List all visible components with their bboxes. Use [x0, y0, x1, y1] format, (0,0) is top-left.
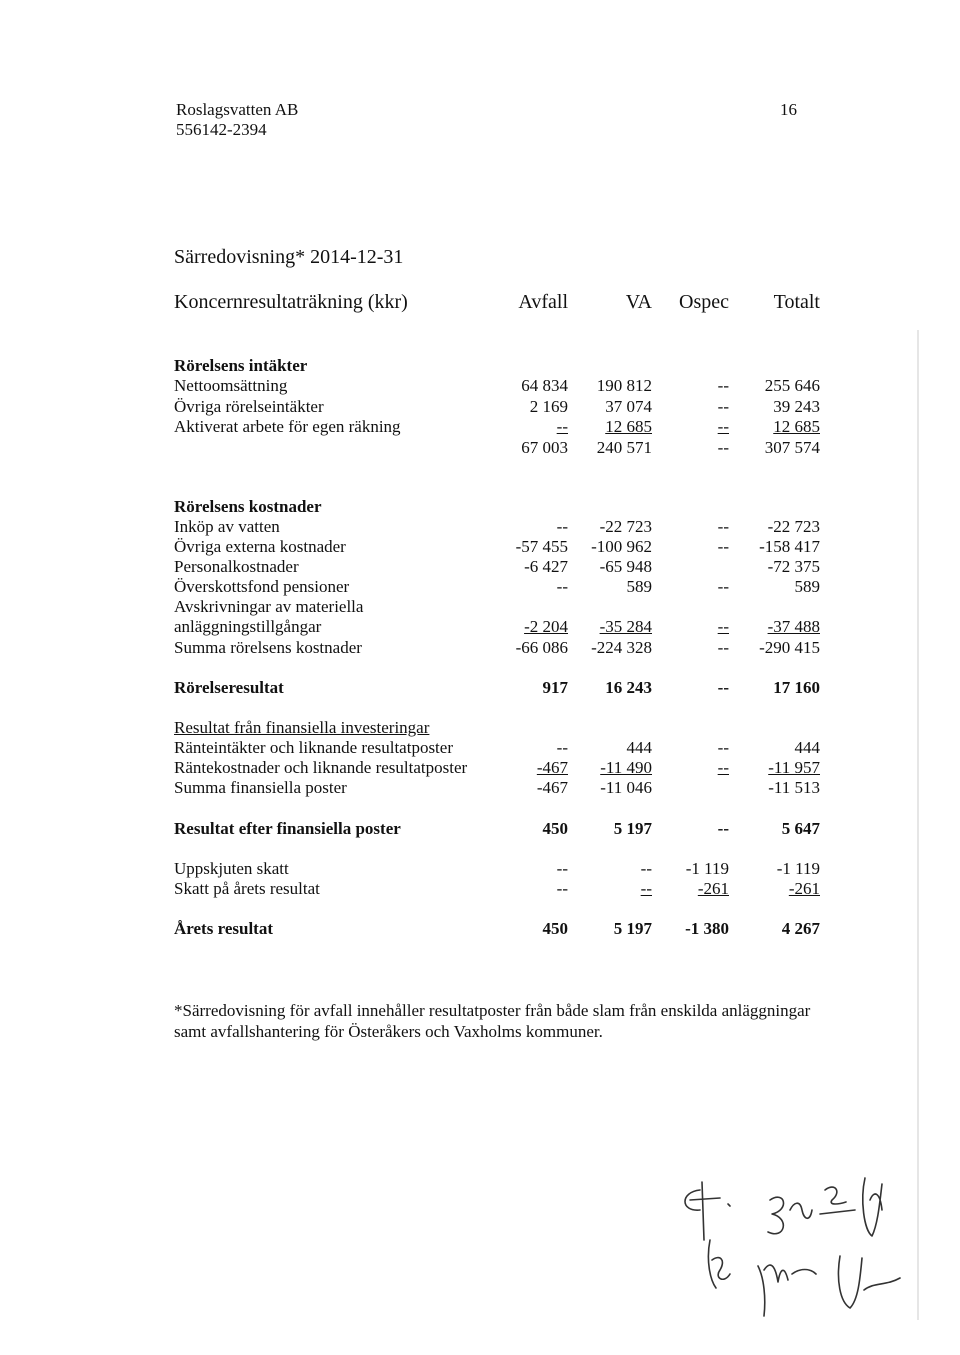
cell-avfall: -- — [556, 879, 568, 898]
cell-va: -22 723 — [599, 517, 652, 536]
cell-avfall: -- — [556, 738, 568, 757]
section-heading-kostnader: Rörelsens kostnader — [174, 497, 322, 516]
org-number: 556142-2394 — [176, 120, 267, 139]
column-header-avfall: Avfall — [518, 291, 568, 313]
cell-va: -11 490 — [600, 758, 652, 777]
cell-va: 190 812 — [596, 376, 652, 395]
cell-ospec: -- — [717, 617, 729, 636]
page-title: Särredovisning* 2014-12-31 — [174, 246, 404, 268]
column-header-va: VA — [625, 291, 652, 313]
cell-avfall: -- — [556, 417, 568, 436]
cell-va: -65 948 — [599, 557, 652, 576]
cell-totalt: 444 — [794, 738, 820, 757]
row-label: Avskrivningar av materiella — [174, 597, 364, 616]
cell-va: 240 571 — [596, 438, 652, 457]
cell-ospec: -- — [717, 517, 729, 536]
cell-avfall: 67 003 — [521, 438, 568, 457]
cell-ospec: -- — [717, 758, 729, 777]
cell-totalt: 39 243 — [773, 397, 820, 416]
cell-totalt: 4 267 — [781, 919, 820, 938]
cell-ospec: -- — [717, 678, 729, 697]
row-label: Skatt på årets resultat — [174, 879, 320, 898]
cell-totalt: -22 723 — [767, 517, 820, 536]
cell-totalt: -11 513 — [768, 778, 820, 797]
cell-avfall: 64 834 — [521, 376, 568, 395]
cell-ospec: -1 380 — [685, 919, 729, 938]
cell-avfall: 450 — [542, 919, 568, 938]
section-heading-finansiella: Resultat från finansiella investeringar — [174, 718, 430, 737]
cell-ospec: -1 119 — [685, 859, 729, 878]
cell-totalt: -72 375 — [767, 557, 820, 576]
row-label: Övriga rörelseintäkter — [174, 397, 324, 416]
row-label: Överskottsfond pensioner — [174, 577, 350, 596]
cell-totalt: -261 — [788, 879, 820, 898]
cell-totalt: 17 160 — [773, 678, 820, 697]
cell-va: -- — [640, 879, 652, 898]
cell-avfall: -6 427 — [524, 557, 568, 576]
column-header-ospec: Ospec — [679, 291, 729, 313]
handwritten-initials — [660, 1170, 920, 1320]
cell-va: -100 962 — [591, 537, 652, 556]
cell-avfall: -66 086 — [515, 638, 568, 657]
cell-va: 444 — [626, 738, 652, 757]
cell-totalt: 12 685 — [773, 417, 820, 436]
row-label: Årets resultat — [174, 919, 273, 938]
cell-avfall: -- — [556, 859, 568, 878]
cell-totalt: -37 488 — [767, 617, 820, 636]
cell-va: -224 328 — [591, 638, 652, 657]
company-name: Roslagsvatten AB — [176, 100, 299, 119]
cell-va: 589 — [626, 577, 652, 596]
row-label: Inköp av vatten — [174, 517, 280, 536]
cell-va: -35 284 — [599, 617, 652, 636]
cell-totalt: -290 415 — [759, 638, 820, 657]
cell-totalt: -1 119 — [776, 859, 820, 878]
row-label: Personalkostnader — [174, 557, 299, 576]
cell-ospec: -- — [717, 638, 729, 657]
row-label: Övriga externa kostnader — [174, 537, 346, 556]
cell-ospec: -- — [717, 819, 729, 838]
row-label: Aktiverat arbete för egen räkning — [174, 417, 401, 436]
row-label: Räntekostnader och liknande resultatposter — [174, 758, 468, 777]
cell-ospec: -- — [717, 438, 729, 457]
cell-va: 16 243 — [605, 678, 652, 697]
cell-avfall: -467 — [536, 758, 568, 777]
cell-avfall: -2 204 — [524, 617, 568, 636]
cell-totalt: -11 957 — [768, 758, 820, 777]
cell-avfall: -57 455 — [515, 537, 568, 556]
row-label-continued: anläggningstillgångar — [174, 617, 322, 636]
cell-va: 37 074 — [605, 397, 652, 416]
cell-totalt: 589 — [794, 577, 820, 596]
table-title: Koncernresultaträkning (kkr) — [174, 291, 408, 313]
cell-avfall: 917 — [542, 678, 568, 697]
row-label: Ränteintäkter och liknande resultatposter — [174, 738, 453, 757]
cell-ospec: -261 — [697, 879, 729, 898]
cell-avfall: -- — [556, 517, 568, 536]
cell-ospec: -- — [717, 738, 729, 757]
cell-avfall: -- — [556, 577, 568, 596]
page-number: 16 — [780, 100, 797, 119]
cell-totalt: -158 417 — [759, 537, 820, 556]
cell-va: -11 046 — [600, 778, 652, 797]
cell-totalt: 5 647 — [781, 819, 820, 838]
cell-va: -- — [640, 859, 652, 878]
cell-va: 12 685 — [605, 417, 652, 436]
row-label: Resultat efter finansiella poster — [174, 819, 401, 838]
cell-avfall: 450 — [542, 819, 568, 838]
cell-ospec: -- — [717, 397, 729, 416]
cell-ospec: -- — [717, 577, 729, 596]
row-label: Nettoomsättning — [174, 376, 288, 395]
row-label: Rörelseresultat — [174, 678, 284, 697]
cell-ospec: -- — [717, 376, 729, 395]
footnote: *Särredovisning för avfall innehåller resultatposter från både slam från enskilda anläggningar samt avfallshantering för Österåkers och Vaxholms kommuner. — [174, 1001, 811, 1041]
column-header-totalt: Totalt — [773, 291, 820, 313]
cell-va: 5 197 — [613, 919, 652, 938]
row-label: Summa finansiella poster — [174, 778, 347, 797]
cell-va: 5 197 — [613, 819, 652, 838]
cell-totalt: 307 574 — [764, 438, 820, 457]
row-label: Uppskjuten skatt — [174, 859, 289, 878]
section-heading-intakter: Rörelsens intäkter — [174, 356, 308, 375]
cell-ospec: -- — [717, 537, 729, 556]
row-label: Summa rörelsens kostnader — [174, 638, 362, 657]
cell-ospec: -- — [717, 417, 729, 436]
cell-avfall: -467 — [536, 778, 568, 797]
cell-avfall: 2 169 — [529, 397, 568, 416]
cell-totalt: 255 646 — [764, 376, 820, 395]
